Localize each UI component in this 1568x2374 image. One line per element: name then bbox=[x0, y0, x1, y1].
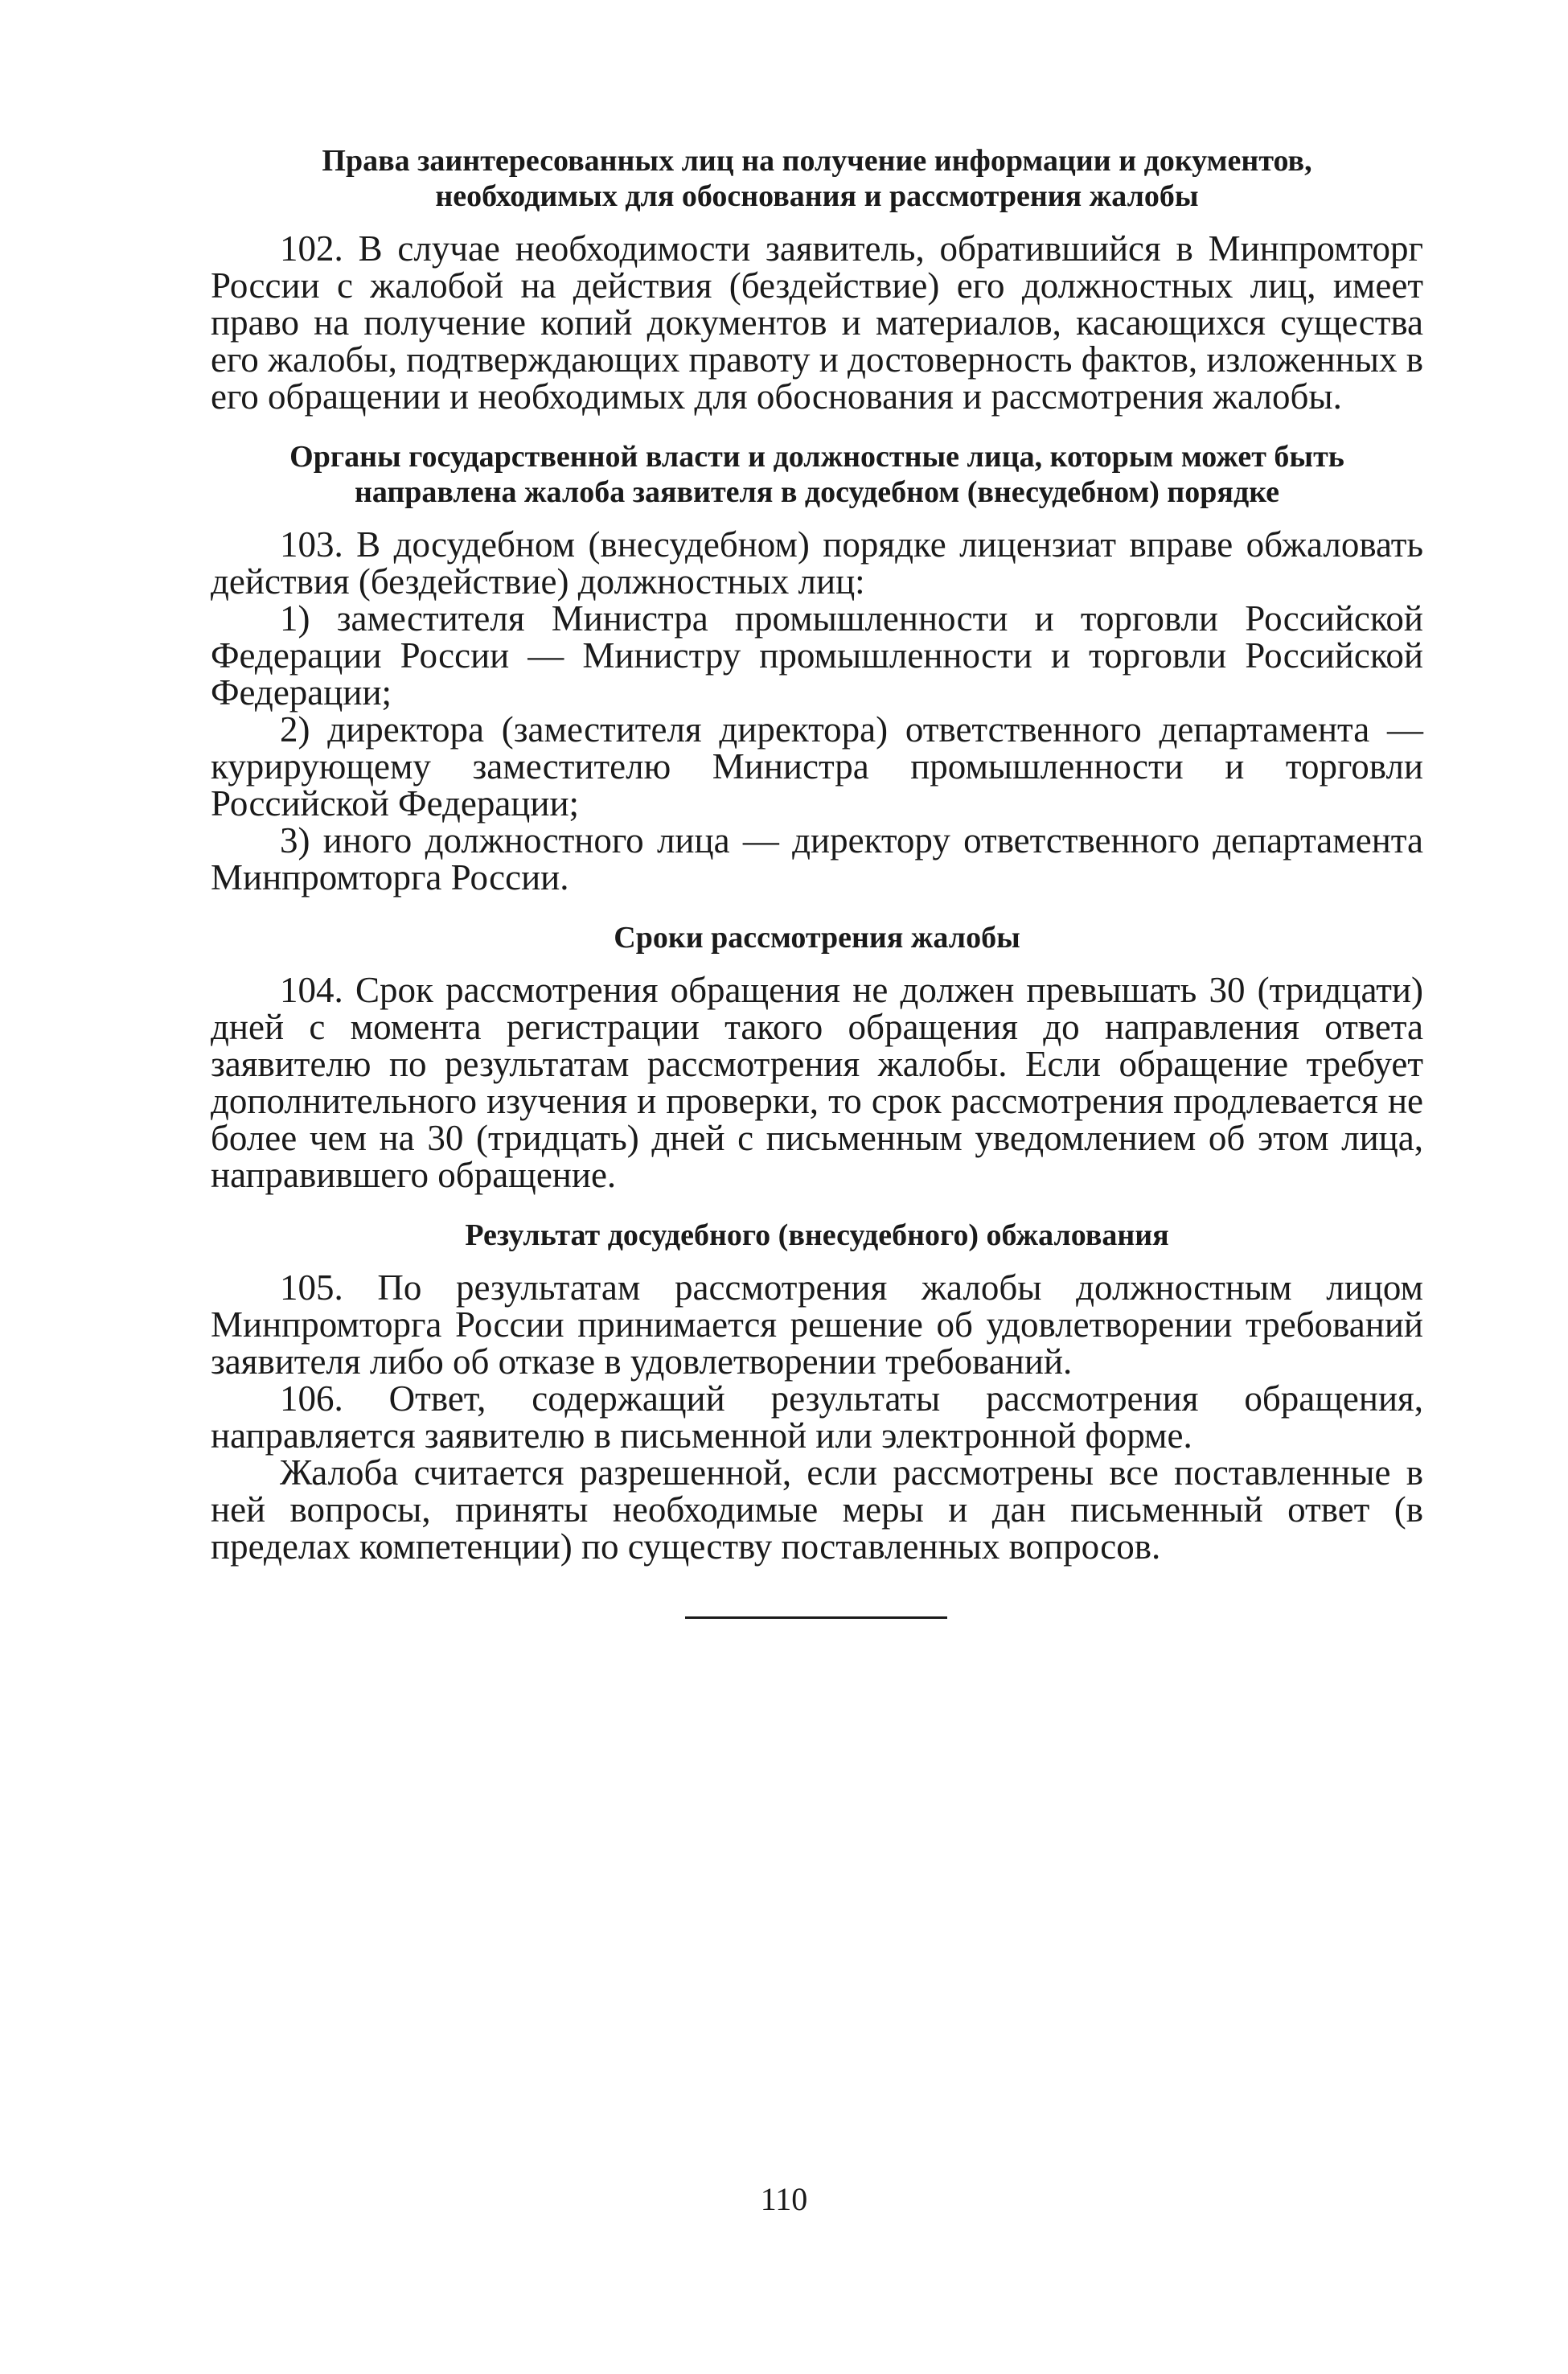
section-result bbox=[211, 1218, 1423, 1565]
paragraph-104: 104. Срок рассмотрения обращения не должен превышать 30 (тридцати) дней с момента регистрации такого обращения до направления ответа заявителю по результатам рассмотрения жалобы. Если обращение требует дополнительного изучения и проверки, то срок рассмотрения продлевается не более чем на 30 (тридцать) дней с письменным уведомлением об этом лица, направившего обращение. bbox=[211, 970, 1423, 1195]
paragraph-106: 106. Ответ, содержащий результаты рассмотрения обращения, направляется заявителю в письменной или электронной форме. bbox=[211, 1378, 1423, 1456]
paragraph-105: 105. По результатам рассмотрения жалобы должностным лицом Минпромторга России принимается решение об удовлетворении требований заявителя либо об отказе в удовлетворении требований. bbox=[211, 1267, 1423, 1382]
section-authorities bbox=[211, 439, 1423, 896]
paragraph-resolution: Жалоба считается разрешенной, если рассмотрены все поставленные в ней вопросы, приняты необходимые меры и дан письменный ответ (в пределах компетенции) по существу поставленных вопросов. bbox=[211, 1452, 1423, 1567]
section-heading bbox=[211, 439, 1423, 510]
heading-line: Сроки рассмотрения жалобы bbox=[614, 921, 1020, 955]
list-item-2: 2) директора (заместителя директора) ответственного департамента — курирующему заместителю Министра промышленности и торговли Российской Федерации; bbox=[211, 709, 1423, 824]
section-heading bbox=[211, 1218, 1423, 1253]
heading-line: направлена жалоба заявителя в досудебном (внесудебном) порядке bbox=[354, 475, 1280, 509]
paragraph-102: 102. В случае необходимости заявитель, обратившийся в Минпромторг России с жалобой на действия (бездействие) его должностных лиц, имеет право на получение копий документов и материалов, касающихся существа его жалобы, подтверждающих правоту и достоверность фактов, изложенных в его обращении и необходимых для обоснования и рассмотрения жалобы. bbox=[211, 228, 1423, 417]
section-heading bbox=[211, 920, 1423, 955]
section-rights bbox=[211, 143, 1423, 415]
document-body bbox=[211, 143, 1423, 1565]
section-deadlines bbox=[211, 920, 1423, 1193]
section-heading bbox=[211, 143, 1423, 214]
heading-line: Права заинтересованных лиц на получение информации и документов, bbox=[322, 144, 1312, 178]
list-item-1: 1) заместителя Министра промышленности и торговли Российской Федерации России — Министру промышленности и торговли Российской Федерации; bbox=[211, 598, 1423, 713]
page-number: 110 bbox=[760, 2181, 808, 2217]
list-item-3: 3) иного должностного лица — директору ответственного департамента Минпромторга России. bbox=[211, 820, 1423, 897]
heading-line: Результат досудебного (внесудебного) обжалования bbox=[465, 1218, 1169, 1252]
end-rule bbox=[685, 1616, 947, 1619]
heading-line: Органы государственной власти и должностные лица, которым может быть bbox=[289, 440, 1344, 474]
paragraph-103: 103. В досудебном (внесудебном) порядке лицензиат вправе обжаловать действия (бездействие) должностных лиц: bbox=[211, 524, 1423, 602]
heading-line: необходимых для обоснования и рассмотрения жалобы bbox=[435, 179, 1199, 213]
